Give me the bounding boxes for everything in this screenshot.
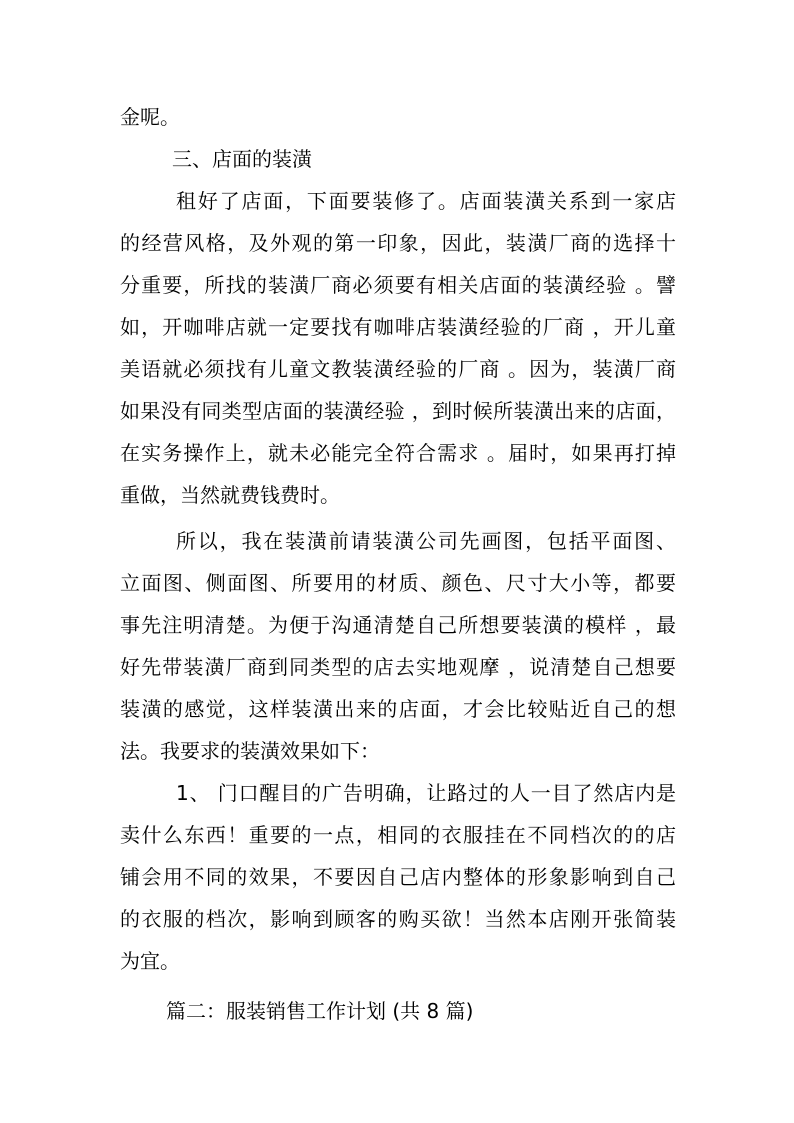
- paragraph-line: 的衣服的档次，影响到顾客的购买欲！当然本店刚开张简装: [120, 907, 676, 931]
- paragraph-line: 装潢的感觉，这样装潢出来的店面，才会比较贴近自己的想: [120, 697, 676, 721]
- paragraph-line: 美语就必须找有儿童文教装潢经验的厂商 。因为，装潢厂商: [120, 357, 676, 381]
- paragraph-line: 在实务操作上，就未必能完全符合需求 。届时，如果再打掉: [120, 441, 676, 465]
- document-body: [120, 96, 676, 1032]
- section-title: 篇二：服装销售工作计划 (共 8 篇): [166, 999, 474, 1023]
- paragraph-line: 法。我要求的装潢效果如下：: [120, 739, 380, 763]
- paragraph-line: 重做，当然就费钱费时。: [120, 483, 340, 507]
- paragraph-line: 如果没有同类型店面的装潢经验 ，到时候所装潢出来的店面，: [120, 399, 676, 423]
- section-heading: 三、店面的装潢: [172, 147, 312, 171]
- paragraph-line: 分重要，所找的装潢厂商必须要有相关店面的装潢经验 。譬: [120, 273, 676, 297]
- paragraph-line: 事先注明清楚。为便于沟通清楚自己所想要装潢的模样 ，最: [120, 613, 676, 637]
- paragraph-line: 金呢。: [120, 105, 180, 129]
- paragraph-line: 卖什么东西！重要的一点，相同的衣服挂在不同档次的的店: [120, 823, 676, 847]
- paragraph-line: 如，开咖啡店就一定要找有咖啡店装潢经验的厂商 ，开儿童: [120, 315, 676, 339]
- paragraph-line: 所以，我在装潢前请装潢公司先画图，包括平面图、: [176, 529, 676, 553]
- paragraph-line: 立面图、侧面图、所要用的材质、颜色、尺寸大小等，都要: [120, 571, 676, 595]
- paragraph-line: 好先带装潢厂商到同类型的店去实地观摩 ，说清楚自己想要: [120, 655, 676, 679]
- paragraph-line: 租好了店面，下面要装修了。店面装潢关系到一家店: [176, 189, 676, 213]
- paragraph-line: 为宜。: [120, 949, 180, 973]
- list-item: 1、 门口醒目的广告明确，让路过的人一目了然店内是: [176, 781, 676, 805]
- paragraph-line: 铺会用不同的效果，不要因自己店内整体的形象影响到自己: [120, 865, 676, 889]
- paragraph-line: 的经营风格，及外观的第一印象，因此，装潢厂商的选择十: [120, 231, 676, 255]
